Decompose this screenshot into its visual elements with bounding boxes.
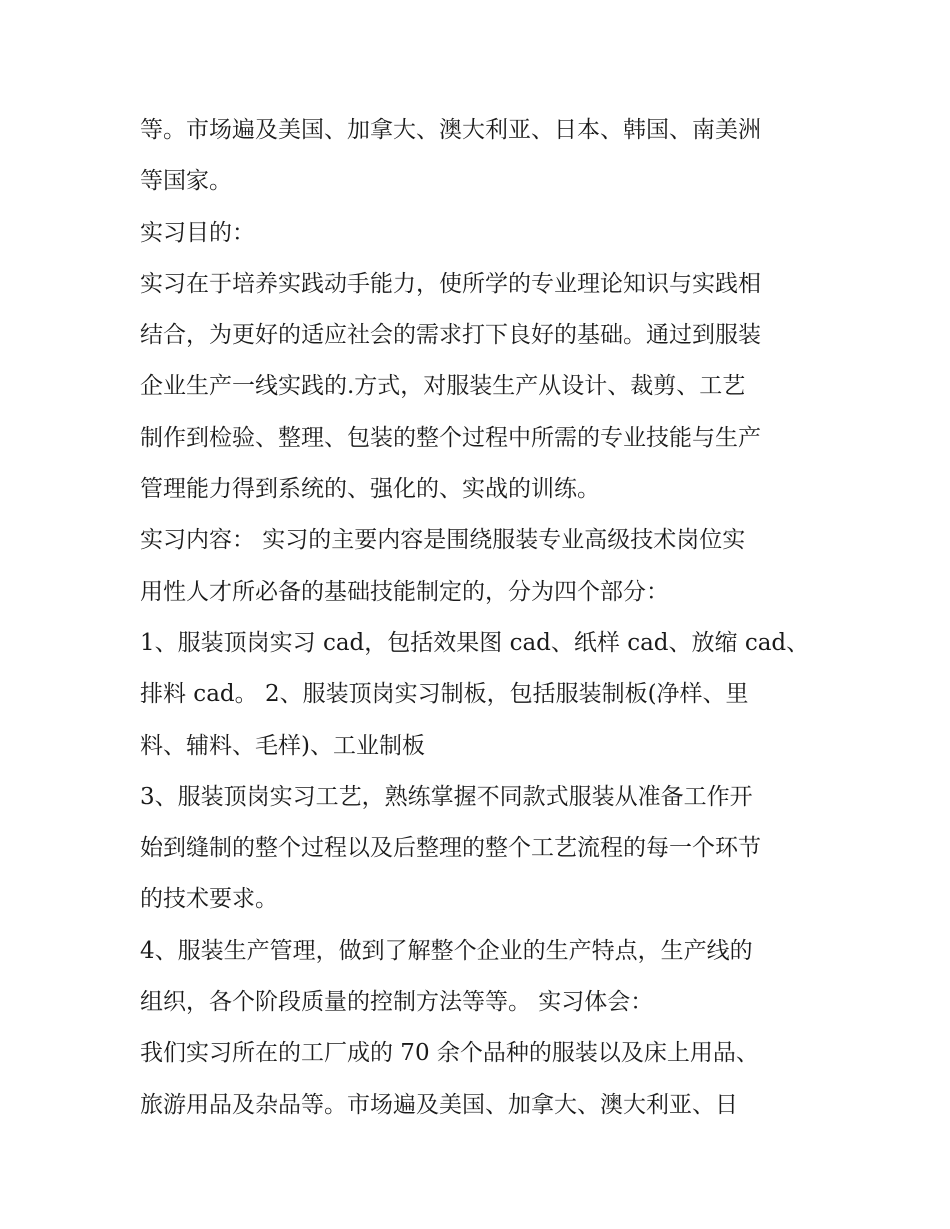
section-heading: 实习目的： (140, 219, 255, 246)
text-line: 管理能力得到系统的、强化的、实战的训练。 (140, 476, 600, 503)
text-line: 企业生产一线实践的.方式，对服装生产从设计、裁剪、工艺 (140, 373, 746, 400)
list-item-line: 排料 cad。 2、服装顶岗实习制板，包括服装制板(净样、里 (140, 681, 749, 708)
text-line: 等国家。 (140, 168, 232, 195)
list-item-line: 3、服装顶岗实习工艺，熟练掌握不同款式服装从准备工作开 (140, 783, 753, 810)
text-line: 用性人才所必备的基础技能制定的，分为四个部分： (140, 578, 669, 605)
list-item-line: 料、辅料、毛样)、工业制板 (140, 732, 425, 759)
text-line: 我们实习所在的工厂成的 70 余个品种的服装以及床上用品、 (140, 1040, 759, 1067)
text-line: 实习内容： 实习的主要内容是围绕服装专业高级技术岗位实 (140, 527, 746, 554)
text-line: 实习在于培养实践动手能力，使所学的专业理论知识与实践相 (140, 270, 761, 297)
document-body (140, 105, 820, 1131)
list-item-line: 组织，各个阶段质量的控制方法等等。 实习体会： (140, 989, 654, 1016)
list-item-line: 的技术要求。 (140, 886, 278, 913)
text-line: 旅游用品及杂品等。市场遍及美国、加拿大、澳大利亚、日 (140, 1091, 738, 1118)
text-line: 等。市场遍及美国、加拿大、澳大利亚、日本、韩国、南美洲 (140, 117, 761, 143)
list-item-line: 始到缝制的整个过程以及后整理的整个工艺流程的每一个环节 (140, 835, 761, 862)
list-item-line: 4、服装生产管理，做到了解整个企业的生产特点，生产线的 (140, 937, 753, 964)
list-item-line: 1、服装顶岗实习 cad，包括效果图 cad、纸样 cad、放缩 cad、 (140, 629, 810, 656)
text-line: 制作到检验、整理、包装的整个过程中所需的专业技能与生产 (140, 424, 761, 451)
text-line: 结合，为更好的适应社会的需求打下良好的基础。通过到服装 (140, 322, 761, 349)
